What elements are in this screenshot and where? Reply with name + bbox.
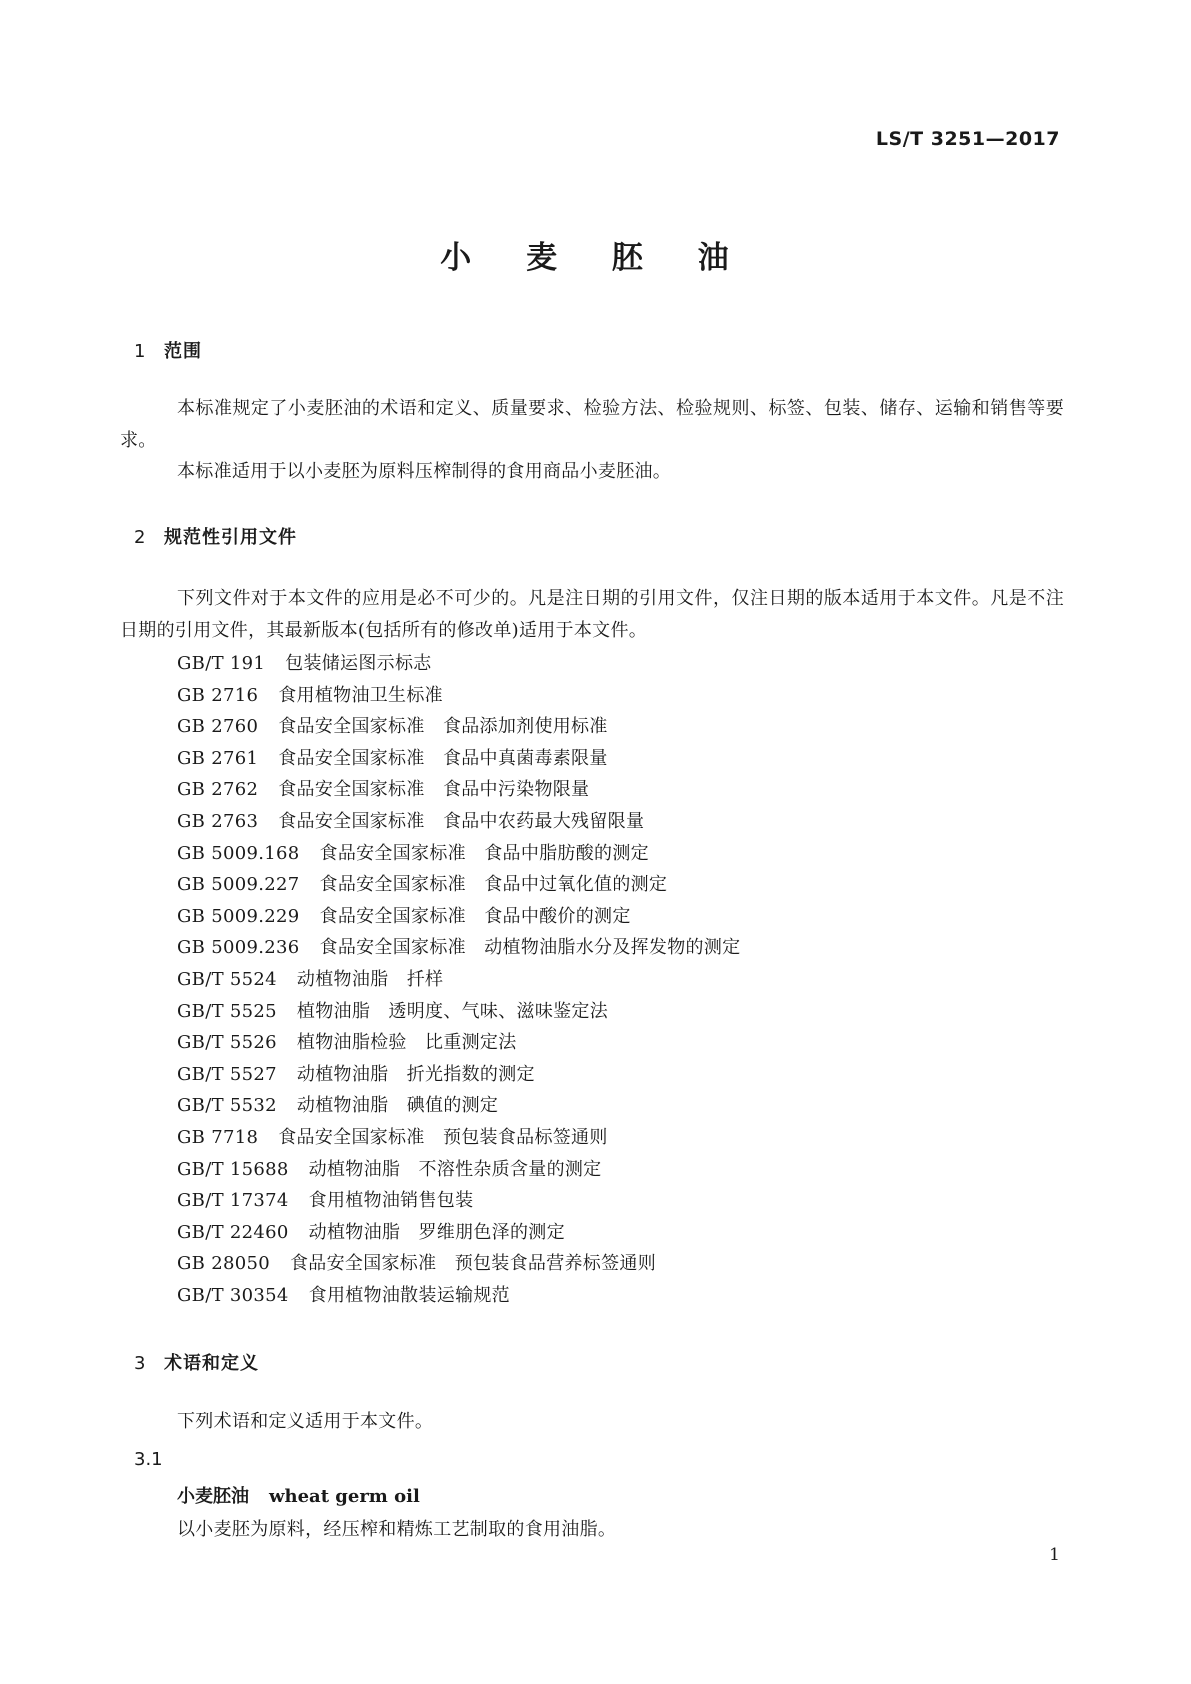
term-heading	[177, 1482, 420, 1508]
reference-code: GB 2760	[177, 716, 259, 738]
reference-code: GB 2761	[177, 747, 259, 769]
term-english: wheat germ oil	[269, 1486, 420, 1507]
reference-code: GB/T 5524	[177, 968, 277, 990]
standard-code: LS/T 3251—2017	[875, 128, 1060, 150]
reference-code: GB/T 15688	[177, 1158, 289, 1180]
reference-title: 食品安全国家标准 动植物油脂水分及挥发物的测定	[319, 937, 741, 959]
reference-item	[177, 1090, 740, 1122]
reference-code: GB/T 5525	[177, 1000, 277, 1022]
reference-title: 食品安全国家标准 预包装食品营养标签通则	[290, 1253, 656, 1275]
reference-title: 食品安全国家标准 食品中过氧化值的测定	[319, 874, 668, 896]
reference-title: 食品安全国家标准 食品中污染物限量	[278, 779, 590, 801]
reference-item	[177, 1280, 740, 1312]
reference-title: 食用植物油销售包装	[308, 1190, 474, 1212]
reference-title: 食用植物油散装运输规范	[308, 1284, 510, 1306]
reference-item	[177, 838, 740, 870]
reference-item	[177, 869, 740, 901]
section-number: 3	[134, 1353, 147, 1374]
reference-code: GB/T 30354	[177, 1284, 289, 1306]
reference-title: 食品安全国家标准 食品中真菌毒素限量	[278, 747, 608, 769]
page-number: 1	[1049, 1545, 1060, 1565]
reference-item	[177, 1122, 740, 1154]
reference-item	[177, 648, 740, 680]
reference-item	[177, 1248, 740, 1280]
section-title: 范围	[164, 341, 202, 362]
scope-paragraph-2: 本标准适用于以小麦胚为原料压榨制得的食用商品小麦胚油。	[177, 461, 672, 482]
reference-code: GB 7718	[177, 1126, 259, 1148]
document-title: 小 麦 胚 油	[440, 240, 751, 276]
reference-code: GB 5009.227	[177, 874, 300, 896]
section-title: 规范性引用文件	[164, 527, 297, 548]
reference-title: 食品安全国家标准 食品中农药最大残留限量	[278, 810, 645, 832]
reference-title: 食品安全国家标准 食品中脂肪酸的测定	[319, 842, 649, 864]
reference-list	[177, 648, 740, 1311]
term-chinese: 小麦胚油	[177, 1486, 249, 1507]
reference-item	[177, 932, 740, 964]
reference-title: 植物油脂 透明度、气味、滋味鉴定法	[296, 1000, 609, 1022]
reference-title: 动植物油脂 碘值的测定	[296, 1095, 499, 1117]
reference-item	[177, 774, 740, 806]
section-title: 术语和定义	[164, 1353, 259, 1374]
reference-title: 食品安全国家标准 食品添加剂使用标准	[278, 716, 608, 738]
subsection-number: 3.1	[134, 1449, 163, 1470]
terms-intro: 下列术语和定义适用于本文件。	[177, 1411, 434, 1432]
reference-code: GB 5009.229	[177, 905, 300, 927]
reference-item	[177, 711, 740, 743]
reference-title: 动植物油脂 罗维朋色泽的测定	[308, 1221, 565, 1243]
reference-code: GB 2763	[177, 810, 259, 832]
reference-title: 包装储运图示标志	[285, 653, 432, 674]
reference-item	[177, 996, 740, 1028]
reference-title: 食用植物油卫生标准	[278, 684, 443, 706]
term-definition: 以小麦胚为原料，经压榨和精炼工艺制取的食用油脂。	[177, 1519, 617, 1540]
reference-item	[177, 743, 740, 775]
reference-item	[177, 901, 740, 933]
reference-item	[177, 964, 740, 996]
reference-code: GB 5009.168	[177, 842, 300, 864]
reference-item	[177, 1217, 740, 1249]
section-2-heading	[134, 523, 297, 549]
reference-code: GB 2762	[177, 779, 259, 801]
section-1-heading	[134, 337, 202, 363]
reference-code: GB/T 5526	[177, 1032, 277, 1054]
reference-item	[177, 1059, 740, 1091]
reference-code: GB/T 5527	[177, 1063, 277, 1085]
reference-title: 动植物油脂 扦样	[296, 968, 444, 990]
reference-code: GB 5009.236	[177, 937, 300, 959]
reference-title: 食品安全国家标准 预包装食品标签通则	[278, 1126, 608, 1148]
scope-paragraph-1: 本标准规定了小麦胚油的术语和定义、质量要求、检验方法、检验规则、标签、包装、储存、运输和销售等要求。	[120, 398, 1064, 451]
reference-item	[177, 680, 740, 712]
section-3-heading	[134, 1349, 259, 1375]
reference-item	[177, 1027, 740, 1059]
reference-code: GB 2716	[177, 684, 259, 706]
reference-title: 动植物油脂 折光指数的测定	[296, 1063, 535, 1085]
reference-item	[177, 1154, 740, 1186]
reference-title: 植物油脂检验 比重测定法	[296, 1032, 517, 1054]
reference-code: GB 28050	[177, 1253, 270, 1275]
reference-code: GB/T 191	[177, 653, 266, 674]
reference-title: 动植物油脂 不溶性杂质含量的测定	[308, 1158, 602, 1180]
section-number: 1	[134, 341, 147, 362]
references-intro: 下列文件对于本文件的应用是必不可少的。凡是注日期的引用文件，仅注日期的版本适用于本文件。凡是不注日期的引用文件，其最新版本(包括所有的修改单)适用于本文件。	[120, 588, 1064, 641]
reference-title: 食品安全国家标准 食品中酸价的测定	[319, 905, 631, 927]
reference-item	[177, 1185, 740, 1217]
reference-code: GB/T 5532	[177, 1095, 277, 1117]
section-number: 2	[134, 527, 147, 548]
reference-code: GB/T 22460	[177, 1221, 289, 1243]
reference-code: GB/T 17374	[177, 1190, 289, 1212]
reference-item	[177, 806, 740, 838]
